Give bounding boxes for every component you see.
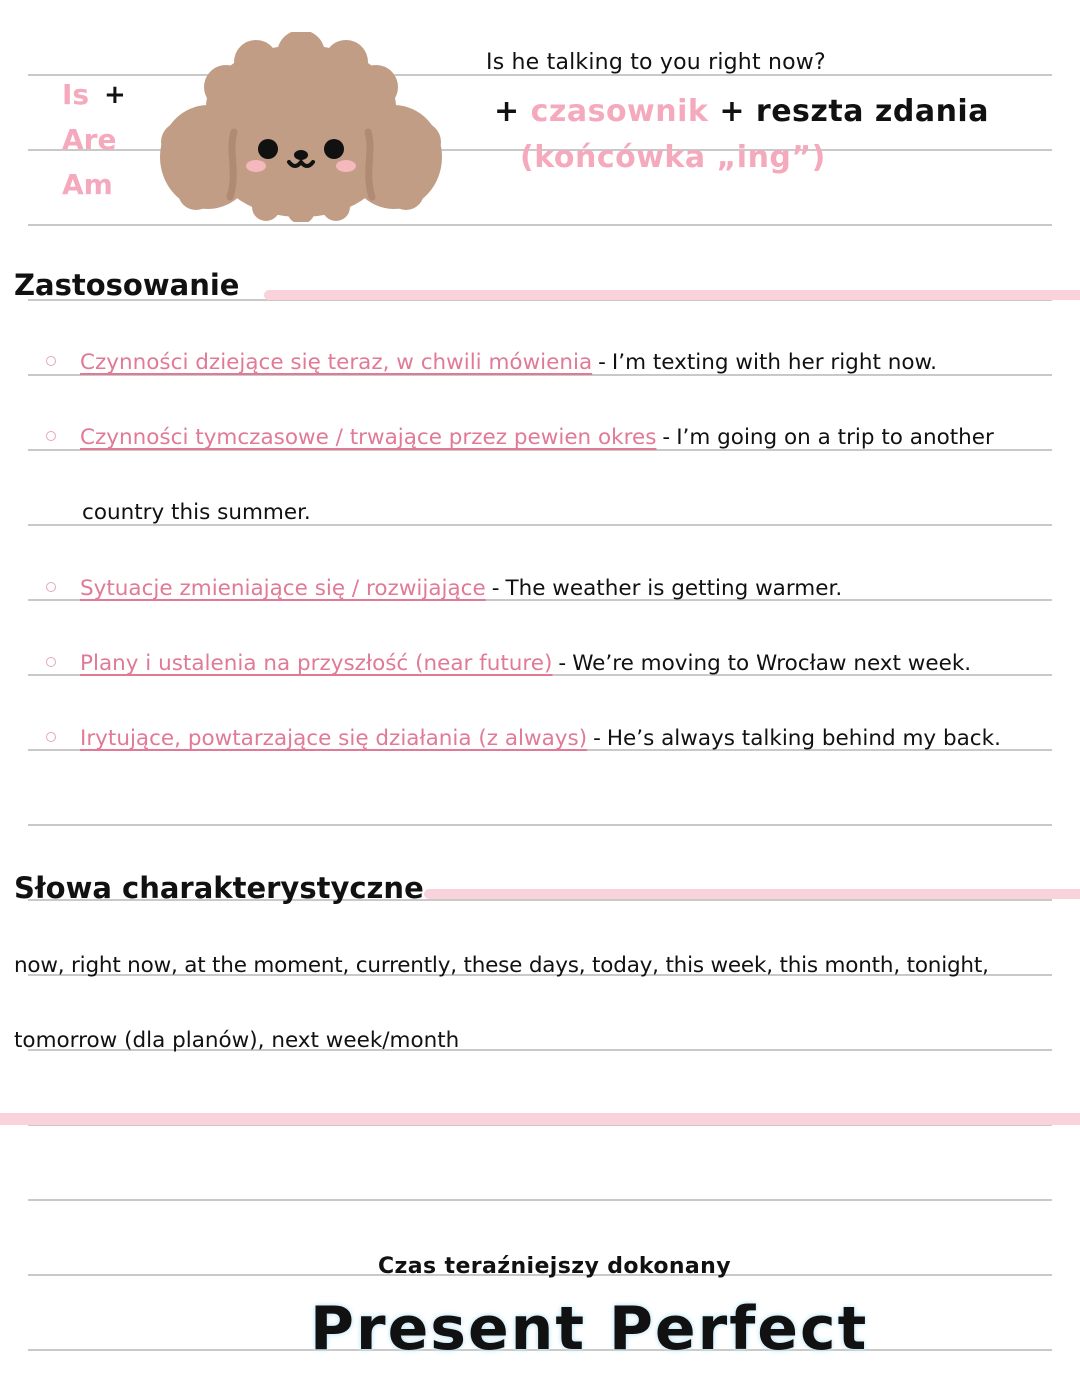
usage-list-item (46, 576, 842, 601)
bullet-circle-icon (46, 582, 56, 592)
auxiliary-are: Are (62, 123, 117, 156)
ruled-line (28, 824, 1052, 826)
heading-highlight-bar (264, 290, 1080, 300)
dash: - (598, 350, 606, 375)
usage-rule: Czynności dziejące się teraz, w chwili mówienia (80, 350, 593, 375)
section-divider-bar (0, 1113, 1080, 1125)
dash: - (593, 726, 601, 751)
example-question: Is he talking to you right now? (486, 50, 826, 75)
section-subtitle: Czas teraźniejszy dokonany (378, 1254, 731, 1279)
usage-list-item (46, 350, 937, 375)
auxiliary-am: Am (62, 168, 113, 201)
ruled-line (28, 1199, 1052, 1201)
heading-highlight-bar (424, 889, 1080, 899)
usage-example: I’m texting with her right now. (611, 350, 937, 375)
bullet-circle-icon (46, 732, 56, 742)
usage-rule: Irytujące, powtarzające się działania (z always) (80, 726, 588, 751)
dash: - (558, 651, 567, 676)
formula-rest: reszta zdania (755, 94, 989, 129)
usage-example: I’m going on a trip to another (676, 425, 994, 450)
bullet-circle-icon (46, 431, 56, 441)
formula-plus: + (719, 94, 745, 129)
signal-words-line: tomorrow (dla planów), next week/month (14, 1028, 460, 1053)
formula-plus: + (494, 94, 520, 129)
ruled-line (28, 224, 1052, 226)
usage-rule: Czynności tymczasowe / trwające przez pewien okres (80, 425, 657, 450)
bullet-circle-icon (46, 356, 56, 366)
dash: - (662, 425, 671, 450)
dash: - (491, 576, 500, 601)
usage-list-item (46, 425, 994, 450)
formula-line (494, 94, 989, 129)
signal-words-line: now, right now, at the moment, currently, these days, today, this week, this month, tonight, (14, 953, 989, 978)
poodle-face-icon (156, 32, 446, 222)
usage-list-item (46, 651, 971, 676)
bullet-circle-icon (46, 657, 56, 667)
page-title: Present Perfect (310, 1294, 869, 1364)
usage-rule: Plany i ustalenia na przyszłość (near future) (80, 651, 553, 676)
plus-sign: + (104, 80, 126, 110)
formula-verb: czasownik (530, 94, 709, 129)
usage-example-continued: country this summer. (82, 500, 311, 525)
section-heading-usage: Zastosowanie (14, 268, 240, 302)
usage-list-item (46, 726, 1001, 751)
usage-example: The weather is getting warmer. (505, 576, 843, 601)
usage-rule: Sytuacje zmieniające się / rozwijające (80, 576, 486, 601)
usage-example: He’s always talking behind my back. (606, 726, 1001, 751)
auxiliary-is: Is (62, 78, 90, 111)
section-heading-signal-words: Słowa charakterystyczne (14, 871, 424, 905)
usage-example: We’re moving to Wrocław next week. (572, 651, 972, 676)
ending-note: (końcówka „ing”) (520, 140, 826, 175)
